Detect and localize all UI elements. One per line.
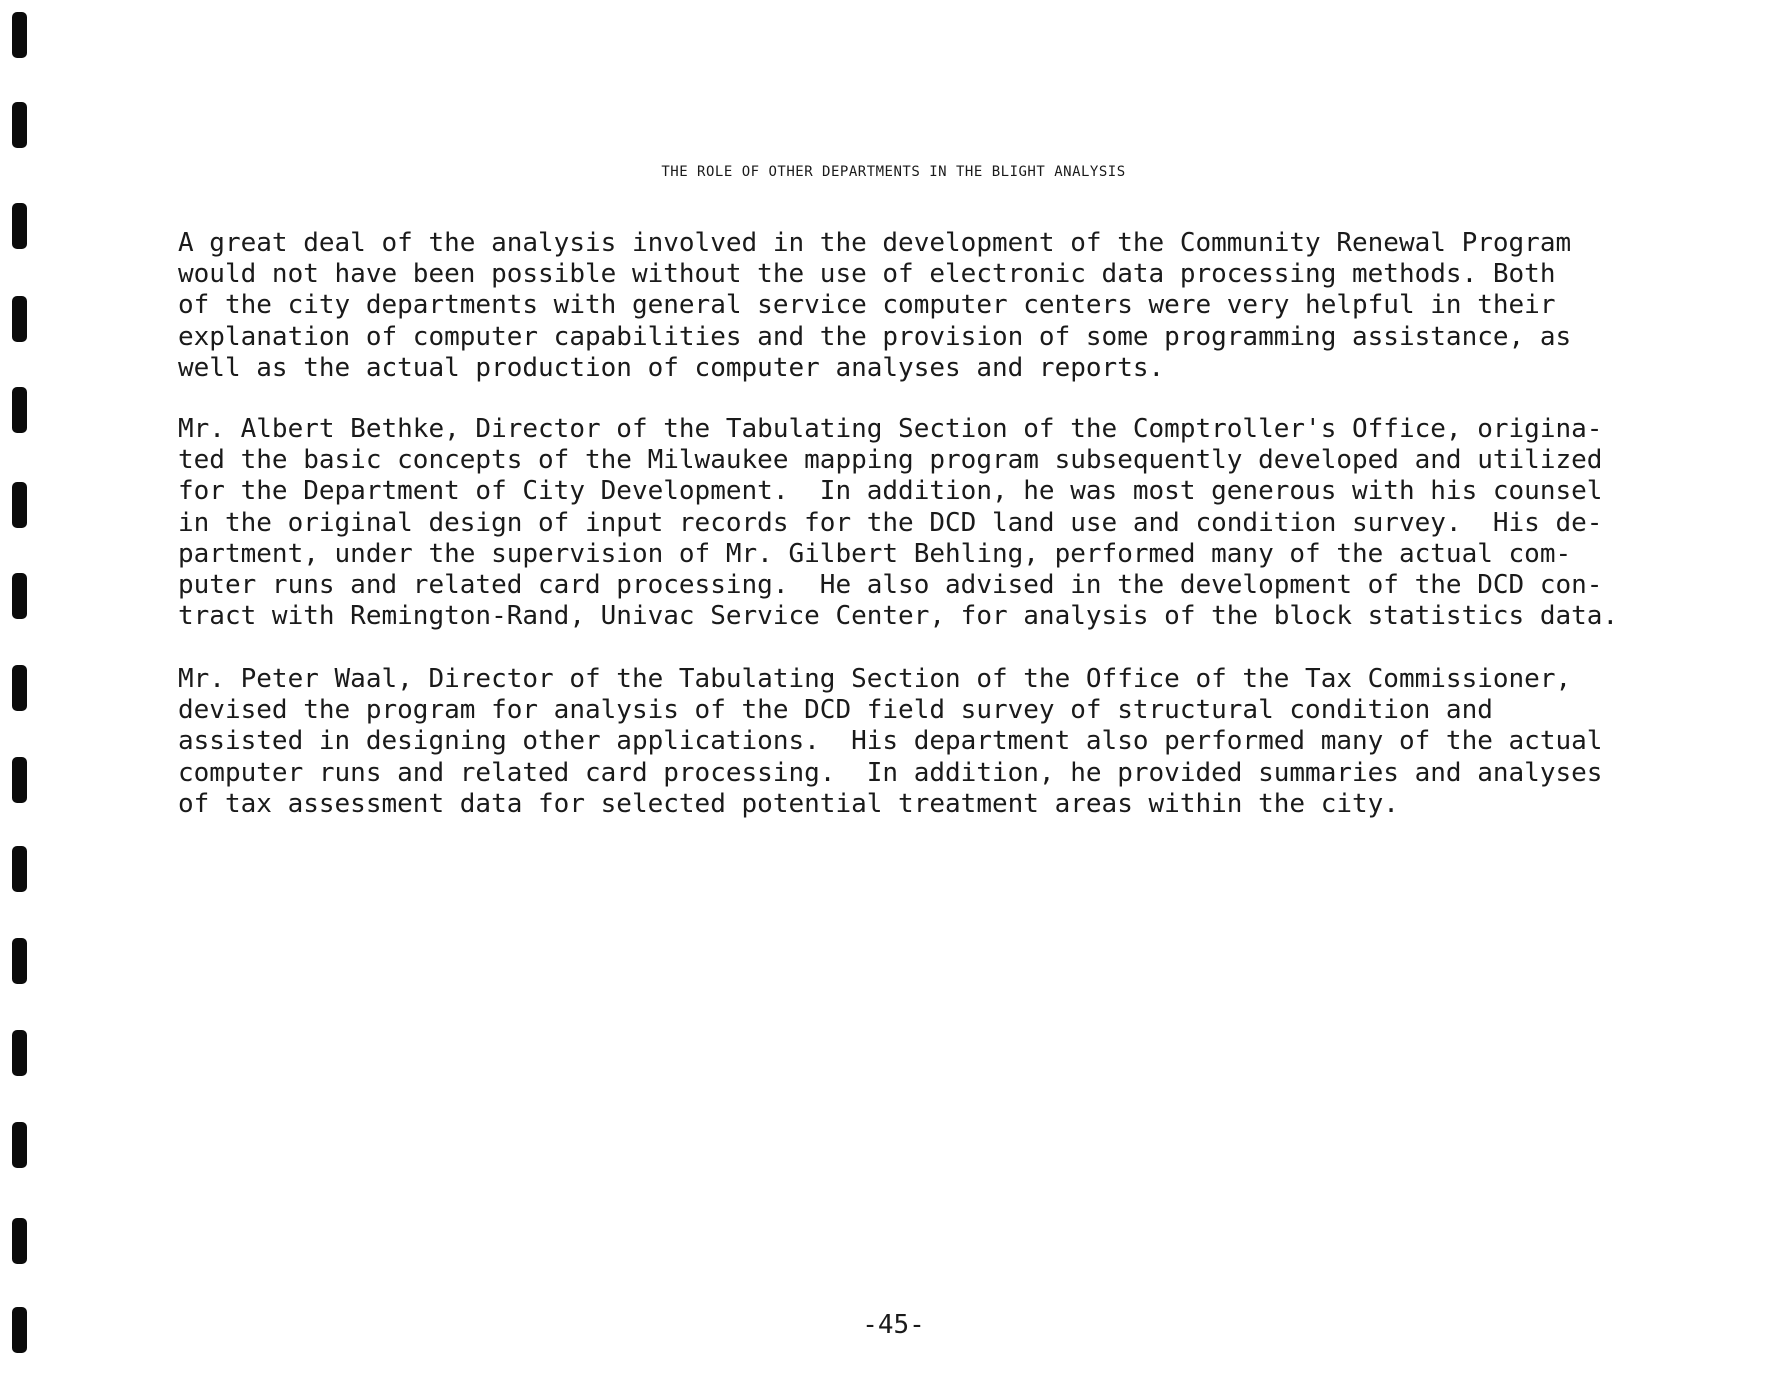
text-line: Mr. Albert Bethke, Director of the Tabulating Section of the Comptroller's Office, origina- — [178, 414, 1603, 444]
text-line: in the original design of input records for the DCD land use and condition survey. His de- — [178, 507, 1603, 538]
text-line: puter runs and related card processing. He also advised in the development of the DCD con- — [178, 570, 1603, 601]
text-line: computer runs and related card processing. In addition, he provided summaries and analyses — [178, 757, 1603, 788]
text-line: devised the program for analysis of the DCD field survey of structural condition and — [178, 695, 1493, 726]
paragraph-tax-commissioner — [178, 664, 1602, 820]
text-line: Mr. Peter Waal, Director of the Tabulating Section of the Office of the Tax Commissioner, — [178, 664, 1572, 694]
text-line: of the city departments with general service computer centers were very helpful in their — [178, 290, 1556, 321]
binder-mark — [12, 1218, 27, 1264]
page-title: THE ROLE OF OTHER DEPARTMENTS IN THE BLIGHT ANALYSIS — [661, 164, 1126, 180]
paragraph-comptroller-office — [178, 414, 1618, 632]
text-line: explanation of computer capabilities and the provision of some programming assistance, as — [178, 321, 1572, 352]
text-line: for the Department of City Development. In addition, he was most generous with his counsel — [178, 476, 1603, 507]
binder-mark — [12, 296, 27, 342]
text-line: A great deal of the analysis involved in the development of the Community Renewal Program — [178, 228, 1572, 258]
binder-mark — [12, 757, 27, 803]
text-line: would not have been possible without the use of electronic data processing methods. Both — [178, 259, 1556, 290]
binder-hole-marks — [0, 0, 40, 1380]
binder-mark — [12, 482, 27, 528]
paragraph-computer-services — [178, 228, 1571, 384]
text-line: ted the basic concepts of the Milwaukee mapping program subsequently developed and utilized — [178, 445, 1603, 476]
binder-mark — [12, 1030, 27, 1076]
text-line: well as the actual production of computer analyses and reports. — [178, 352, 1165, 383]
page-number: -45- — [862, 1310, 925, 1340]
binder-mark — [12, 1122, 27, 1168]
binder-mark — [12, 846, 27, 892]
binder-mark — [12, 102, 27, 148]
binder-mark — [12, 203, 27, 249]
text-line: of tax assessment data for selected potential treatment areas within the city. — [178, 788, 1399, 819]
binder-mark — [12, 938, 27, 984]
binder-mark — [12, 665, 27, 711]
binder-mark — [12, 573, 27, 619]
text-line: assisted in designing other applications. His department also performed many of the actual — [178, 726, 1603, 757]
binder-mark — [12, 387, 27, 433]
text-line: partment, under the supervision of Mr. Gilbert Behling, performed many of the actual com- — [178, 538, 1572, 569]
text-line: tract with Remington-Rand, Univac Service Center, for analysis of the block statistics data. — [178, 601, 1619, 632]
binder-mark — [12, 12, 27, 58]
